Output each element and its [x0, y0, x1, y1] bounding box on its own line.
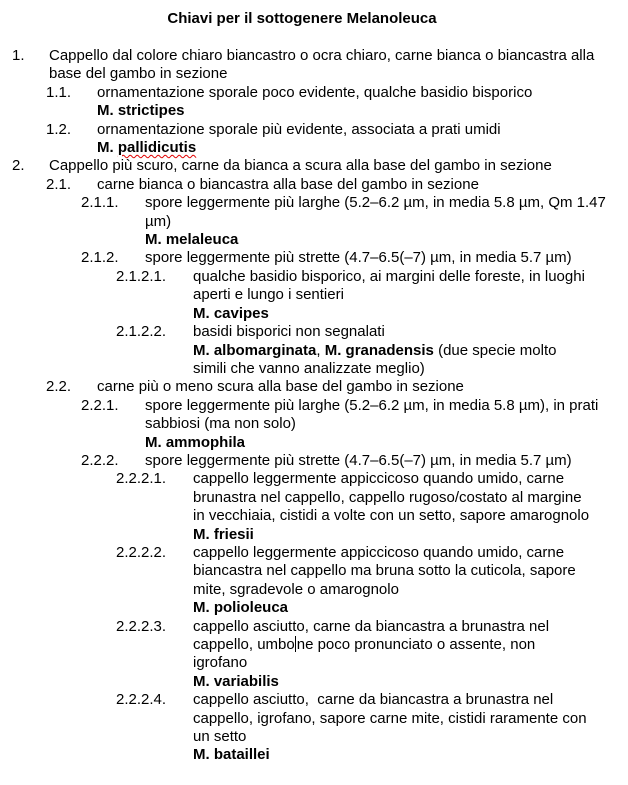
- species-line: [193, 342, 593, 379]
- entry-text: carne bianca o biancastra alla base del gambo in sezione: [97, 175, 479, 193]
- entry-number: 2.2.1.: [81, 396, 119, 414]
- entry-number: 2.2.2.1.: [116, 470, 167, 488]
- key-entry-2-1: [0, 176, 628, 194]
- entry-text: qualche basidio bisporico, ai margini delle foreste, in luoghi aperti e lungo i sentieri: [193, 267, 585, 304]
- entry-number: 2.1.2.1.: [116, 267, 167, 285]
- entry-text: ornamentazione sporale più evidente, associata a prati umidi: [97, 120, 501, 138]
- entry-text: Cappello più scuro, carne da bianca a scura alla base del gambo in sezione: [49, 157, 552, 175]
- entry-text: ornamentazione sporale poco evidente, qualche basidio bisporico: [97, 83, 533, 101]
- key-entry-1: [0, 47, 628, 84]
- entry-text: cappello leggermente appiccicoso quando umido, carne brunastra nel cappello, cappello rugoso/costato al margine in vecchiaia, cistidi a volte con un setto, sapore amarognolo: [193, 470, 590, 525]
- entry-text: spore leggermente più larghe (5.2–6.2 µm, in media 5.8 µm), in prati sabbiosi (ma non solo): [145, 396, 599, 433]
- key-entry-2-2-2-2: [0, 544, 628, 618]
- entry-number: 2.1.: [46, 175, 72, 193]
- entry-number: 2.2.: [46, 378, 72, 396]
- key-entry-1-1: [0, 84, 628, 121]
- entry-text: basidi bisporici non segnalati: [193, 323, 385, 341]
- species-name: M. albomarginata: [193, 341, 317, 359]
- species-note: (due specie molto simili che vanno analizzate meglio): [193, 341, 557, 377]
- key-entry-2: [0, 157, 628, 175]
- key-entry-2-2-2-1: [0, 470, 628, 544]
- entry-text: carne più o meno scura alla base del gambo in sezione: [97, 378, 464, 396]
- species-name: M. ammophila: [145, 433, 246, 451]
- species-name: M. strictipes: [97, 102, 185, 120]
- entry-text: cappello asciutto, carne da biancastra a brunastra nel cappello, igrofano, sapore carne mite, cistidi raramente con un setto: [193, 691, 591, 746]
- key-entry-2-2-2-4: [0, 691, 628, 765]
- key-entry-2-1-2-2: [0, 323, 628, 378]
- species-name: M. melaleuca: [145, 231, 239, 249]
- entry-text: [193, 618, 593, 673]
- entry-text: spore leggermente più larghe (5.2–6.2 µm, in media 5.8 µm, Qm 1.47 µm): [145, 194, 606, 230]
- entry-number: 2.: [12, 157, 25, 175]
- entry-number: 2.2.2.3.: [116, 617, 167, 635]
- entry-number: 2.1.1.: [81, 194, 119, 212]
- entry-number: 1.1.: [46, 83, 72, 101]
- document-title: Chiavi per il sottogenere Melanoleuca: [167, 10, 437, 27]
- species-separator: ,: [316, 341, 325, 359]
- key-entry-2-2-1: [0, 397, 628, 452]
- entry-text: spore leggermente più strette (4.7–6.5(–7) µm, in media 5.7 µm): [145, 451, 572, 469]
- key-entry-2-1-1: [0, 194, 628, 249]
- spellcheck-flagged-word[interactable]: pallidicutis: [117, 139, 197, 157]
- species-name: M. cavipes: [193, 304, 269, 322]
- entry-number: 2.2.2.: [81, 451, 119, 469]
- key-entry-2-2-2-3: [0, 618, 628, 692]
- entry-text: Cappello dal colore chiaro biancastro o ocra chiaro, carne bianca o biancastra alla base del gambo in sezione: [49, 47, 595, 83]
- species-name: [97, 139, 607, 157]
- species-name: M. polioleuca: [193, 599, 289, 617]
- entry-number: 2.1.2.2.: [116, 323, 167, 341]
- species-name: M. friesii: [193, 525, 254, 543]
- entry-number: 2.2.2.2.: [116, 543, 167, 561]
- species-name: M. bataillei: [193, 746, 270, 764]
- key-entry-1-2: [0, 121, 628, 158]
- entry-number: 1.: [12, 47, 25, 64]
- species-name: M. granadensis: [324, 341, 434, 359]
- entry-number: 2.2.2.4.: [116, 691, 167, 709]
- entry-number: 1.2.: [46, 120, 72, 138]
- species-name: M. variabilis: [193, 672, 279, 690]
- document-body[interactable]: [0, 47, 628, 765]
- key-entry-2-2-2: [0, 452, 628, 470]
- entry-text: cappello leggermente appiccicoso quando umido, carne biancastra nel cappello ma bruna sotto la cuticola, sapore mite, sgradevole o amarognolo: [193, 543, 576, 598]
- entry-text: spore leggermente più strette (4.7–6.5(–7) µm, in media 5.7 µm): [145, 249, 572, 267]
- key-entry-2-1-2: [0, 249, 628, 267]
- key-entry-2-1-2-1: [0, 268, 628, 323]
- key-entry-2-2: [0, 378, 628, 396]
- text-after-cursor: ne poco pronunciato o assente, non igrofano: [193, 636, 536, 672]
- entry-number: 2.1.2.: [81, 249, 119, 267]
- text-before-cursor: cappello asciutto, carne da biancastra a brunastra nel cappello, umbo: [193, 617, 550, 653]
- species-genus-prefix: M.: [97, 139, 118, 157]
